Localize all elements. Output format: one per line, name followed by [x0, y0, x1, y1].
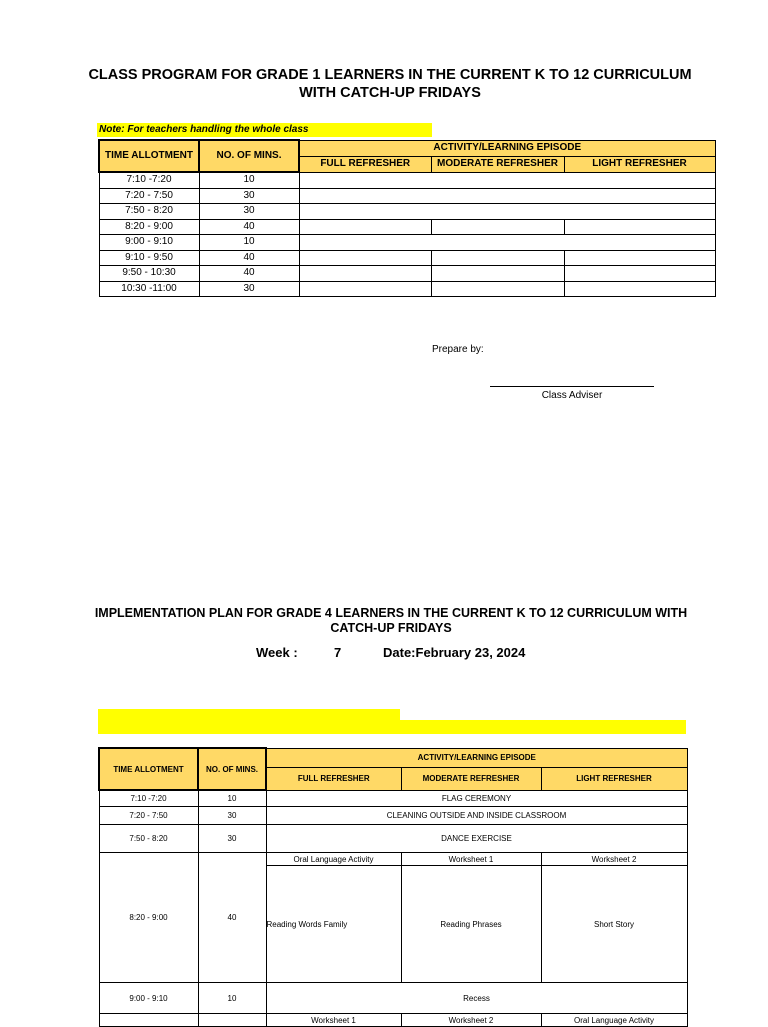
- header-no-of-mins: NO. OF MINS.: [198, 748, 266, 790]
- time-cell: 7:20 - 7:50: [99, 188, 199, 204]
- mins-cell: 10: [199, 235, 299, 251]
- activity-cell: DANCE EXERCISE: [266, 825, 687, 853]
- table-row: [99, 204, 715, 220]
- prepared-by-label: Prepare by:: [432, 344, 484, 355]
- activity-cell: [299, 188, 715, 204]
- mins-cell: 30: [198, 807, 266, 825]
- light-subhead-cell: Worksheet 2: [541, 853, 687, 866]
- signature-line: [490, 376, 654, 387]
- time-cell: 7:10 -7:20: [99, 172, 199, 188]
- full-cell: [299, 219, 431, 235]
- table-row: [99, 188, 715, 204]
- class-adviser-label: Class Adviser: [541, 390, 603, 401]
- table-row: [99, 853, 687, 866]
- mins-cell: 30: [198, 825, 266, 853]
- time-cell: 7:50 - 8:20: [99, 825, 198, 853]
- moderate-subhead-cell: Worksheet 1: [401, 853, 541, 866]
- activity-cell: [299, 172, 715, 188]
- header-moderate-refresher: MODERATE REFRESHER: [431, 156, 564, 172]
- highlight-bar: [98, 709, 400, 734]
- light-cell: [564, 266, 715, 282]
- full-subhead-cell: Oral Language Activity: [266, 853, 401, 866]
- time-cell: 8:20 - 9:00: [99, 219, 199, 235]
- table-row: [99, 1014, 687, 1027]
- mins-cell: 40: [199, 266, 299, 282]
- activity-cell: Recess: [266, 983, 687, 1014]
- mins-cell: 40: [198, 853, 266, 983]
- highlight-bar: [400, 720, 686, 734]
- header-moderate-refresher: MODERATE REFRESHER: [401, 768, 541, 790]
- full-cell: [299, 281, 431, 297]
- class-program-table: [98, 139, 716, 297]
- table-row: [99, 281, 715, 297]
- moderate-subhead-cell: Worksheet 2: [401, 1014, 541, 1027]
- week-value: 7: [334, 645, 342, 660]
- time-cell: 7:50 - 8:20: [99, 204, 199, 220]
- full-subhead-cell: Worksheet 1: [266, 1014, 401, 1027]
- activity-cell: FLAG CEREMONY: [266, 790, 687, 807]
- mins-cell: 30: [199, 188, 299, 204]
- mins-cell: 40: [199, 219, 299, 235]
- full-cell: [299, 266, 431, 282]
- note-banner: Note: For teachers handling the whole class: [97, 123, 432, 137]
- full-cell: [299, 250, 431, 266]
- time-cell: 9:00 - 9:10: [99, 235, 199, 251]
- time-cell: 10:30 -11:00: [99, 281, 199, 297]
- table-row: [99, 266, 715, 282]
- light-cell: [564, 250, 715, 266]
- header-activity: ACTIVITY/LEARNING EPISODE: [299, 140, 715, 156]
- table-row: [99, 250, 715, 266]
- activity-cell: CLEANING OUTSIDE AND INSIDE CLASSROOM: [266, 807, 687, 825]
- header-full-refresher: FULL REFRESHER: [266, 768, 401, 790]
- moderate-cell: Reading Phrases: [401, 866, 541, 983]
- mins-cell: 30: [199, 204, 299, 220]
- header-time-allotment: TIME ALLOTMENT: [99, 140, 199, 172]
- table-row: [99, 825, 687, 853]
- table-row: [99, 235, 715, 251]
- time-cell: 9:00 - 9:10: [99, 983, 198, 1014]
- time-cell: [99, 1014, 198, 1027]
- full-cell: Reading Words Family: [266, 866, 401, 983]
- time-cell: 7:10 -7:20: [99, 790, 198, 807]
- header-time-allotment: TIME ALLOTMENT: [99, 748, 198, 790]
- activity-cell: [299, 204, 715, 220]
- table-row: [99, 172, 715, 188]
- mins-cell: 30: [199, 281, 299, 297]
- implementation-plan-title: [60, 606, 722, 636]
- header-full-refresher: FULL REFRESHER: [299, 156, 431, 172]
- header-light-refresher: LIGHT REFRESHER: [564, 156, 715, 172]
- mins-cell: 10: [198, 790, 266, 807]
- light-cell: [564, 281, 715, 297]
- week-label: Week :: [256, 645, 298, 660]
- light-cell: Short Story: [541, 866, 687, 983]
- time-cell: 8:20 - 9:00: [99, 853, 198, 983]
- light-cell: [564, 219, 715, 235]
- mins-cell: [198, 1014, 266, 1027]
- header-light-refresher: LIGHT REFRESHER: [541, 768, 687, 790]
- moderate-cell: [431, 281, 564, 297]
- time-cell: 7:20 - 7:50: [99, 807, 198, 825]
- title-line-1: CLASS PROGRAM FOR GRADE 1 LEARNERS IN THE CURRENT K TO 12 CURRICULUM: [88, 67, 692, 83]
- time-cell: 9:10 - 9:50: [99, 250, 199, 266]
- mins-cell: 10: [199, 172, 299, 188]
- mins-cell: 10: [198, 983, 266, 1014]
- mins-cell: 40: [199, 250, 299, 266]
- time-cell: 9:50 - 10:30: [99, 266, 199, 282]
- title-line-1: IMPLEMENTATION PLAN FOR GRADE 4 LEARNERS IN THE CURRENT K TO 12 CURRICULUM WITH: [94, 606, 688, 620]
- moderate-cell: [431, 250, 564, 266]
- table-row: [99, 790, 687, 807]
- title-line-2: CATCH-UP FRIDAYS: [330, 621, 452, 635]
- table-row: [99, 983, 687, 1014]
- date-label: Date:February 23, 2024: [383, 645, 526, 660]
- activity-cell: [299, 235, 715, 251]
- light-subhead-cell: Oral Language Activity: [541, 1014, 687, 1027]
- header-activity: ACTIVITY/LEARNING EPISODE: [266, 748, 687, 768]
- table-row: [99, 219, 715, 235]
- implementation-plan-table: [98, 747, 688, 1027]
- moderate-cell: [431, 266, 564, 282]
- title-line-2: WITH CATCH-UP FRIDAYS: [299, 85, 481, 101]
- moderate-cell: [431, 219, 564, 235]
- table-row: [99, 807, 687, 825]
- class-program-title: [60, 66, 720, 102]
- header-no-of-mins: NO. OF MINS.: [199, 140, 299, 172]
